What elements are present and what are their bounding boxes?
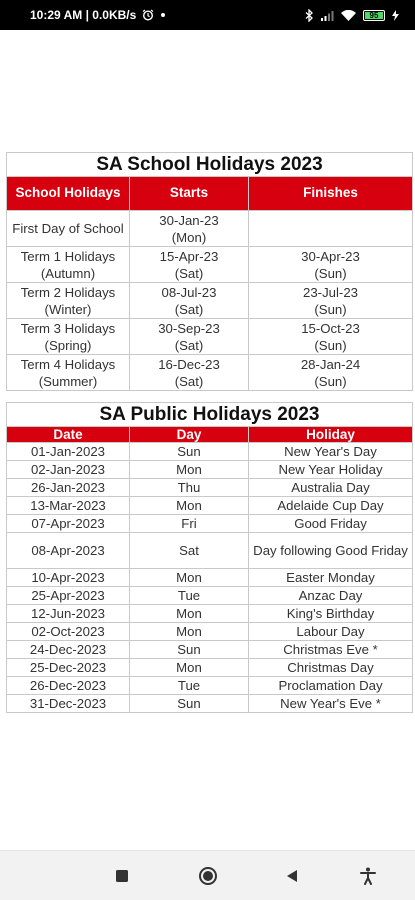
holiday-period-name — [7, 211, 130, 247]
public-holidays-header-row — [7, 427, 413, 443]
holiday-period-name — [7, 319, 130, 355]
start-date-cell-text: 15-Apr-23 — [159, 248, 219, 264]
holiday-name-cell — [249, 515, 413, 533]
holiday-date-cell-text: 07-Apr-2023 — [31, 515, 105, 531]
holiday-date-cell — [7, 461, 130, 479]
holiday-name-cell-text: Adelaide Cup Day — [277, 497, 384, 513]
table-row — [7, 623, 413, 641]
holiday-date-cell — [7, 587, 130, 605]
start-date-cell — [130, 247, 249, 283]
holiday-name-cell — [249, 587, 413, 605]
holiday-name-cell-text: Labour Day — [296, 623, 365, 639]
start-date-cell-text: 16-Dec-23 — [158, 356, 220, 372]
table-row — [7, 533, 413, 569]
table-row — [7, 695, 413, 713]
start-date-cell — [130, 319, 249, 355]
holiday-day-cell-text: Mon — [176, 569, 202, 585]
accessibility-icon[interactable] — [358, 866, 378, 886]
holiday-day-cell-text: Sun — [177, 641, 201, 657]
finish-date-cell — [249, 211, 413, 247]
cellular-signal-icon — [321, 10, 334, 21]
holiday-period-name-text: First Day of School — [12, 221, 124, 236]
holiday-day-cell — [130, 443, 249, 461]
start-date-cell — [130, 283, 249, 319]
holiday-name-cell-text: Anzac Day — [298, 587, 363, 603]
start-date-cell-text: (Sat) — [174, 373, 204, 389]
holiday-day-cell — [130, 587, 249, 605]
table-row — [7, 605, 413, 623]
holiday-name-cell-text: Christmas Eve * — [283, 641, 378, 657]
finish-date-cell — [249, 247, 413, 283]
battery-icon — [363, 10, 385, 21]
holiday-day-cell — [130, 569, 249, 587]
holiday-day-cell-text: Tue — [177, 587, 201, 603]
holiday-period-name — [7, 247, 130, 283]
table-row — [7, 461, 413, 479]
alarm-clock-icon — [142, 9, 154, 21]
table-row — [7, 677, 413, 695]
holiday-day-cell-text: Mon — [176, 623, 202, 639]
table-row — [7, 659, 413, 677]
public-holidays-title: SA Public Holidays 2023 — [7, 403, 413, 427]
holiday-name-cell-text: New Year Holiday — [278, 461, 383, 477]
status-right — [305, 9, 399, 22]
holiday-name-cell — [249, 605, 413, 623]
holiday-period-name-text: Term 3 Holidays (Spring) — [20, 320, 116, 353]
holiday-day-cell — [130, 623, 249, 641]
school-holidays-table — [6, 152, 413, 391]
holiday-name-cell-text: New Year's Eve * — [280, 695, 381, 711]
holiday-date-cell-text: 25-Dec-2023 — [29, 659, 107, 675]
holiday-name-cell — [249, 659, 413, 677]
holiday-day-cell — [130, 695, 249, 713]
school-holidays-header-row — [7, 177, 413, 211]
holiday-date-cell — [7, 677, 130, 695]
holiday-day-cell-text: Fri — [181, 515, 197, 531]
holiday-date-cell — [7, 533, 130, 569]
holiday-day-cell-text: Sun — [177, 443, 201, 459]
holiday-day-cell-text: Sun — [177, 695, 201, 711]
holiday-date-cell-text: 13-Mar-2023 — [30, 497, 106, 513]
table-row — [7, 319, 413, 355]
home-circle-icon[interactable] — [198, 866, 218, 886]
holiday-name-cell — [249, 443, 413, 461]
holiday-date-cell-text: 26-Jan-2023 — [30, 479, 106, 495]
holiday-name-cell-text: Australia Day — [291, 479, 370, 495]
holiday-day-cell-text: Mon — [176, 605, 202, 621]
holiday-name-cell — [249, 695, 413, 713]
table-row — [7, 479, 413, 497]
holiday-name-cell — [249, 641, 413, 659]
holiday-day-cell-text: Mon — [176, 659, 202, 675]
start-date-cell-text: 08-Jul-23 — [161, 284, 217, 300]
holiday-date-cell — [7, 443, 130, 461]
holiday-period-name — [7, 283, 130, 319]
holiday-name-cell — [249, 461, 413, 479]
table-row — [7, 515, 413, 533]
holiday-date-cell — [7, 497, 130, 515]
holiday-date-cell — [7, 641, 130, 659]
holiday-day-cell — [130, 533, 249, 569]
holiday-day-cell-text: Tue — [177, 677, 201, 693]
finish-date-cell-text: (Sun) — [314, 337, 347, 353]
holiday-day-cell — [130, 659, 249, 677]
holiday-name-cell-text: Good Friday — [294, 515, 367, 531]
column-header-holiday: Holiday — [249, 427, 413, 443]
wifi-icon — [341, 10, 356, 21]
table-row — [7, 443, 413, 461]
battery-level: 95 — [365, 12, 383, 19]
finish-date-cell-text: (Sun) — [314, 301, 347, 317]
holiday-name-cell-text: Proclamation Day — [278, 677, 383, 693]
holiday-day-cell-text: Sat — [179, 542, 199, 558]
holiday-date-cell — [7, 659, 130, 677]
notification-dot-icon — [160, 12, 166, 18]
holiday-date-cell — [7, 569, 130, 587]
holiday-date-cell — [7, 515, 130, 533]
holiday-day-cell — [130, 641, 249, 659]
start-date-cell — [130, 355, 249, 391]
finish-date-cell-text: 28-Jan-24 — [300, 356, 361, 372]
table-row — [7, 247, 413, 283]
holiday-name-cell-text: Day following Good Friday — [253, 542, 408, 558]
column-header-school-holidays: School Holidays — [7, 177, 130, 211]
holiday-name-cell — [249, 623, 413, 641]
holiday-date-cell-text: 01-Jan-2023 — [30, 443, 106, 459]
school-holidays-title: SA School Holidays 2023 — [7, 153, 413, 177]
public-holidays-table — [6, 402, 413, 713]
start-date-cell-text: (Sat) — [174, 265, 204, 281]
finish-date-cell — [249, 319, 413, 355]
column-header-date: Date — [7, 427, 130, 443]
finish-date-cell-text: 23-Jul-23 — [303, 284, 358, 300]
holiday-name-cell-text: King's Birthday — [286, 605, 375, 621]
table-row — [7, 497, 413, 515]
start-date-cell-text: 30-Jan-23 — [159, 212, 219, 228]
status-left — [30, 8, 166, 22]
start-date-cell-text: (Sat) — [174, 337, 204, 353]
holiday-day-cell — [130, 479, 249, 497]
holiday-period-name-text: Term 1 Holidays (Autumn) — [20, 248, 116, 281]
holiday-name-cell-text: Easter Monday — [286, 569, 375, 585]
holiday-name-cell — [249, 497, 413, 515]
start-date-cell-text: (Sat) — [174, 301, 204, 317]
holiday-day-cell — [130, 461, 249, 479]
holiday-date-cell-text: 26-Dec-2023 — [29, 677, 107, 693]
holiday-name-cell-text: Christmas Day — [287, 659, 374, 675]
holiday-name-cell — [249, 533, 413, 569]
charging-bolt-icon — [392, 10, 399, 21]
column-header-starts: Starts — [130, 177, 249, 211]
finish-date-cell — [249, 283, 413, 319]
table-row — [7, 569, 413, 587]
start-date-cell-text: (Mon) — [171, 229, 207, 245]
back-triangle-icon[interactable] — [282, 866, 302, 886]
status-time-speed: 10:29 AM | 0.0KB/s — [30, 8, 137, 22]
holiday-name-cell — [249, 479, 413, 497]
holiday-name-cell — [249, 677, 413, 695]
finish-date-cell-text: (Sun) — [314, 265, 347, 281]
holiday-date-cell-text: 08-Apr-2023 — [31, 542, 105, 558]
finish-date-cell-text: 15-Oct-23 — [301, 320, 360, 336]
holiday-date-cell-text: 02-Jan-2023 — [30, 461, 106, 477]
holiday-date-cell — [7, 623, 130, 641]
holiday-date-cell — [7, 479, 130, 497]
table-row — [7, 211, 413, 247]
column-header-finishes: Finishes — [249, 177, 413, 211]
holiday-period-name-text: Term 2 Holidays (Winter) — [20, 284, 116, 317]
status-bar — [0, 0, 415, 30]
recents-square-icon[interactable] — [112, 866, 132, 886]
holiday-date-cell-text: 02-Oct-2023 — [31, 623, 105, 639]
holiday-period-name — [7, 355, 130, 391]
holiday-day-cell — [130, 515, 249, 533]
table-row — [7, 283, 413, 319]
start-date-cell — [130, 211, 249, 247]
holiday-date-cell-text: 12-Jun-2023 — [30, 605, 106, 621]
holiday-day-cell-text: Mon — [176, 461, 202, 477]
system-navigation-bar — [0, 850, 415, 900]
holiday-day-cell — [130, 497, 249, 515]
holiday-day-cell — [130, 605, 249, 623]
holiday-date-cell-text: 25-Apr-2023 — [31, 587, 105, 603]
holiday-period-name-text: Term 4 Holidays (Summer) — [20, 356, 116, 389]
holiday-day-cell-text: Mon — [176, 497, 202, 513]
bluetooth-icon — [305, 9, 314, 22]
finish-date-cell — [249, 355, 413, 391]
holiday-date-cell-text: 24-Dec-2023 — [29, 641, 107, 657]
holiday-date-cell — [7, 695, 130, 713]
table-row — [7, 587, 413, 605]
finish-date-cell-text: 30-Apr-23 — [301, 248, 360, 264]
finish-date-cell-text: (Sun) — [314, 373, 347, 389]
holiday-date-cell — [7, 605, 130, 623]
holiday-day-cell — [130, 677, 249, 695]
table-row — [7, 641, 413, 659]
holiday-day-cell-text: Thu — [177, 479, 201, 495]
table-row — [7, 355, 413, 391]
column-header-day: Day — [130, 427, 249, 443]
holiday-name-cell-text: New Year's Day — [284, 443, 377, 459]
holiday-date-cell-text: 10-Apr-2023 — [31, 569, 105, 585]
start-date-cell-text: 30-Sep-23 — [158, 320, 220, 336]
holiday-date-cell-text: 31-Dec-2023 — [29, 695, 107, 711]
holiday-name-cell — [249, 569, 413, 587]
